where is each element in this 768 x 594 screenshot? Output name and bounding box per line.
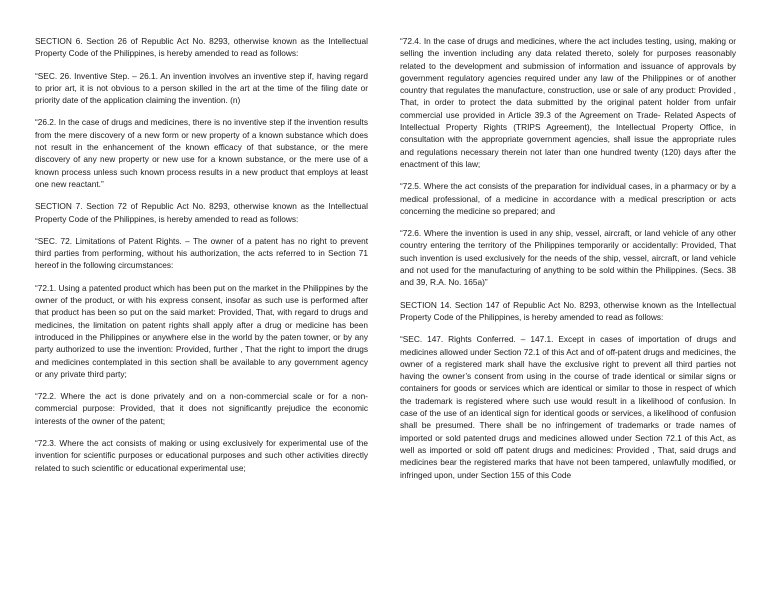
sec-72-4-paragraph: “72.4. In the case of drugs and medicines, where the act includes testing, using, making or selling the invention including any data related thereto, solely for purposes reasonably related to the development and submission of information and issuance of approvals by government regulatory agencies required under any law of the Philippines or of another country that regulates the manufacture, construction, use or sale of any product: Provided , That, in order to protect the data submitted by the original patent holder from unfair commercial use provided in Article 39.3 of the Agreement on Trade- Related Aspects of Intellectual Property Rights (TRIPS Agreement), the Intellectual Property Office, in consultation with the appropriate government agencies, shall issue the appropriate rules and regulations necessary therein not later than one hundred twenty (120) days after the enactment of this law;: [400, 36, 736, 169]
section-7-heading-paragraph: SECTION 7. Section 72 of Republic Act No. 8293, otherwise known as the Intellectual Property Code of the Philippines, is hereby amended to read as follows:: [35, 201, 368, 224]
sec-72-6-paragraph: “72.6. Where the invention is used in any ship, vessel, aircraft, or land vehicle of any other country entering the territory of the Philippines temporarily or accidentally: Provided, That such invention is used exclusively for the needs of the ship, vessel, aircraft, or land vehicle and not used for the manufacturing of anything to be sold within the Philippines. (Secs. 38 and 39, R.A. No. 165a)”: [400, 228, 736, 288]
sec-26-1-paragraph: “SEC. 26. Inventive Step. – 26.1. An invention involves an inventive step if, having regard to prior art, it is not obvious to a person skilled in the art at the time of the filing date or priority date of the application claiming the invention. (n): [35, 70, 368, 106]
sec-72-3-paragraph: “72.3. Where the act consists of making or using exclusively for experimental use of the invention for scientific purposes or educational purposes and such other activities directly related to such scientific or educational experimental use;: [35, 438, 368, 473]
sec-26-2-paragraph: “26.2. In the case of drugs and medicines, there is no inventive step if the invention results from the mere discovery of a new form or new property of a known substance which does not result in the enhancement of the known efficacy of that substance, or the mere discovery of any new property or new use for a known substance, or the mere use of a known process unless such known process results in a new product that employs at least one new reactant.”: [35, 117, 368, 189]
sec-72-1-paragraph: “72.1. Using a patented product which has been put on the market in the Philippines by the owner of the product, or with his express consent, insofar as such use is performed after that product has been so put on the said market: Provided, That, with regard to drugs and medicines, the limitation on patent rights shall apply after a drug or medicine has been introduced in the Philippines or anywhere else in the world by the paten towner, or by any party authorized to use the invention: Provided, further , That the right to import the drugs and medicines contemplated in this section shall be available to any government agency or any private third party;: [35, 282, 369, 379]
sec-72-5-paragraph: “72.5. Where the act consists of the preparation for individual cases, in a pharmacy or by a medical professional, of a medicine in accordance with a medical prescription or acts concerning the medicine so prepared; and: [400, 181, 736, 216]
sec-147-paragraph: “SEC. 147. Rights Conferred. – 147.1. Except in cases of importation of drugs and medicines allowed under Section 72.1 of this Act and of off-patent drugs and medicines, the owner of a registered mark shall have the exclusive right to prevent all third parties not having the owner’s consent from using in the course of trade identical or similar signs or containers for goods or services which are identical or similar to those in respect of which the trademark is registered where such use would result in a likelihood of confusion. In case of the use of an identical sign for identical goods or services, a likelihood of confusion shall be presumed. There shall be no infringement of trademarks or trade names of imported or sold patented drugs and medicines allowed under Section 72.1 of this Act, as well as imported or sold off patent drugs and medicines: Provided , That, said drugs and medicines bear the registered marks that have not been tampered, unlawfully modified, or infringed upon, under Section 155 of this Code: [400, 334, 736, 480]
right-column: [400, 35, 736, 491]
sec-72-paragraph: “SEC. 72. Limitations of Patent Rights. – The owner of a patent has no right to prevent third parties from performing, without his authorization, the acts referred to in Section 71 hereof in the following circumstances:: [35, 235, 368, 271]
left-column: [35, 35, 368, 484]
sec-72-2-paragraph: “72.2. Where the act is done privately and on a non-commercial scale or for a non-commercial purpose: Provided, that it does not significantly prejudice the economic interests of the owner of the patent;: [35, 391, 368, 426]
section-6-heading-paragraph: SECTION 6. Section 26 of Republic Act No. 8293, otherwise known as the Intellectual Property Code of the Philippines, is hereby amended to read as follows:: [35, 36, 368, 59]
section-14-heading-paragraph: SECTION 14. Section 147 of Republic Act No. 8293, otherwise known as the Intellectual Property Code of the Philippines, is hereby amended to read as follows:: [400, 299, 736, 322]
